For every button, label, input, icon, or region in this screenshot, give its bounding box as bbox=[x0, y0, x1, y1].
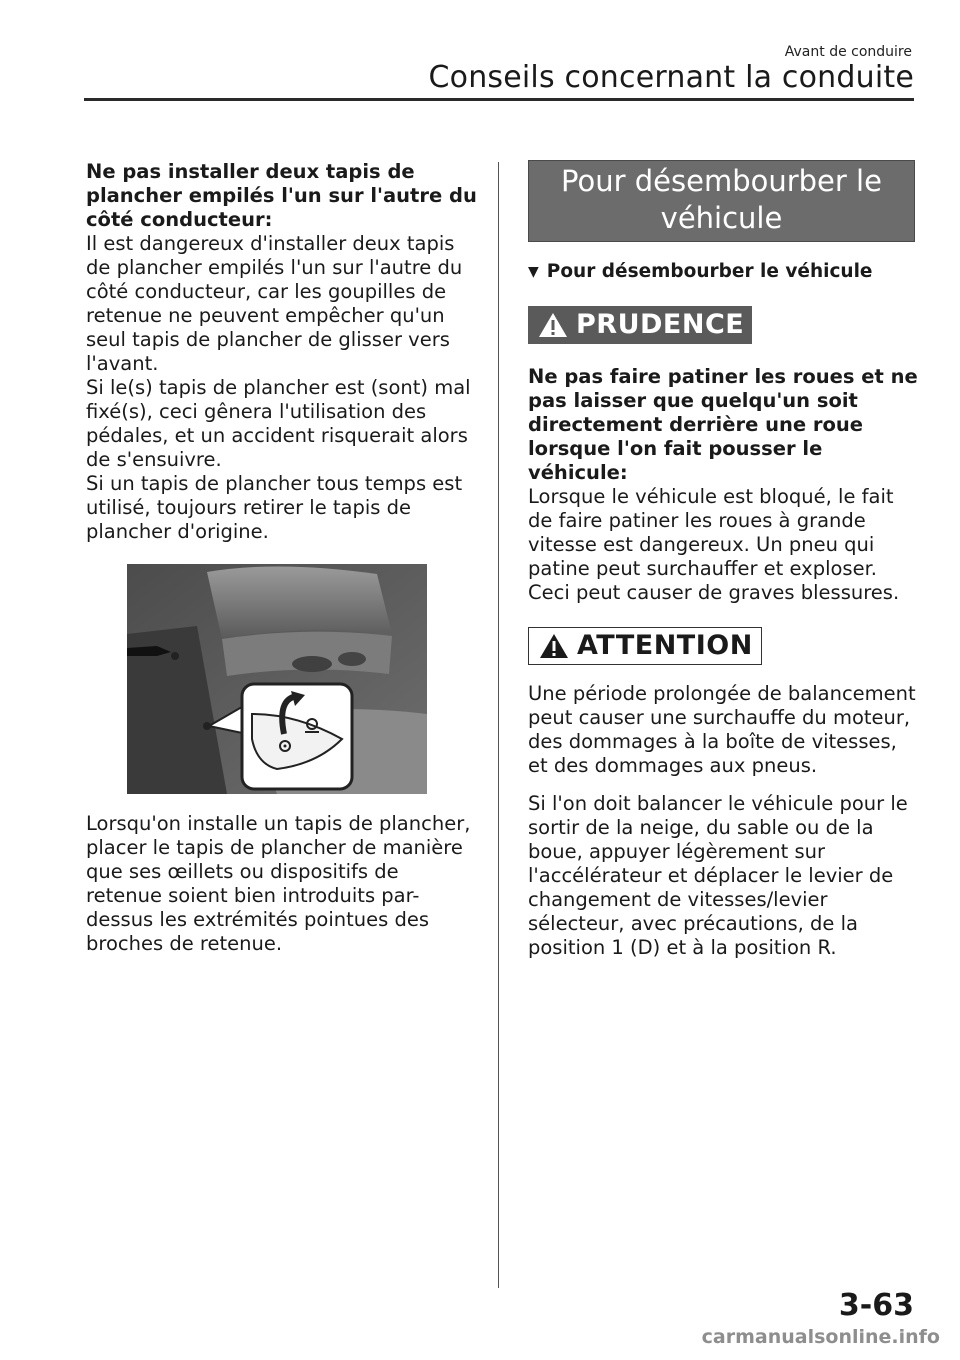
caution-badge bbox=[528, 306, 752, 344]
attention-block bbox=[528, 627, 918, 666]
subheading bbox=[528, 260, 918, 284]
chapter-subtitle: Avant de conduire bbox=[784, 44, 912, 60]
caution-heading: Ne pas faire patiner les roues et ne pas laisser que quelqu'un soit directement derrière une roue lorsque l'on fait pousser le véhicule: bbox=[528, 365, 918, 484]
attention-badge bbox=[528, 627, 762, 665]
watermark: carmanualsonline.info bbox=[701, 1326, 940, 1348]
floor-mat-drawing bbox=[127, 564, 427, 794]
paragraph: Il est dangereux d'installer deux tapis de plancher empilés l'un sur l'autre du côté conducteur, car les goupilles de retenue ne peuvent empêcher qu'un seul tapis de plancher de glisser vers l'avant. bbox=[86, 232, 463, 375]
paragraph: Si l'on doit balancer le véhicule pour le sortir de la neige, du sable ou de la boue, appuyer légèrement sur l'accélérateur et déplacer le levier de changement de vitesses/levier sélecteur, avec précautions, de la position 1 (D) et à la position R. bbox=[528, 792, 908, 959]
paragraph: Lorsqu'on installe un tapis de plancher, placer le tapis de plancher de manière que ses œillets ou dispositifs de retenue soient bien introduits par-dessus les extrémités pointues des broches de retenue. bbox=[86, 812, 471, 955]
section-title: Pour désembourber le véhicule bbox=[528, 160, 915, 242]
triangle-bullet-icon: ▼ bbox=[528, 264, 539, 280]
header-rule bbox=[84, 98, 914, 101]
caution-label: PRUDENCE bbox=[576, 309, 745, 340]
column-divider bbox=[498, 162, 499, 1288]
attention-text: Une période prolongée de balancement peut causer une surchauffe du moteur, des dommages à la boîte de vitesses, et des dommages aux pneus. bbox=[528, 682, 916, 777]
page-number: 3-63 bbox=[838, 1288, 914, 1323]
caution-text: Lorsque le véhicule est bloqué, le fait de faire patiner les roues à grande vitesse est dangereux. Un pneu qui patine peut surchauffer et exploser. Ceci peut causer de graves blessures. bbox=[528, 485, 900, 604]
right-column bbox=[528, 160, 918, 960]
attention-label: ATTENTION bbox=[577, 630, 753, 661]
paragraph: Si un tapis de plancher tous temps est utilisé, toujours retirer le tapis de plancher d'origine. bbox=[86, 472, 463, 543]
warning-heading: Ne pas installer deux tapis de plancher empilés l'un sur l'autre du côté conducteur: bbox=[86, 160, 477, 231]
warning-triangle-icon bbox=[538, 311, 568, 339]
chapter-title: Conseils concernant la conduite bbox=[428, 60, 914, 95]
left-column bbox=[86, 160, 478, 956]
warning-triangle-icon bbox=[539, 632, 569, 660]
subheading-text: Pour désembourber le véhicule bbox=[546, 261, 873, 282]
floor-mat-illustration bbox=[127, 564, 427, 794]
paragraph: Si le(s) tapis de plancher est (sont) mal fixé(s), ceci gênera l'utilisation des pédales, et un accident risquerait alors de s'ensuivre. bbox=[86, 376, 471, 471]
